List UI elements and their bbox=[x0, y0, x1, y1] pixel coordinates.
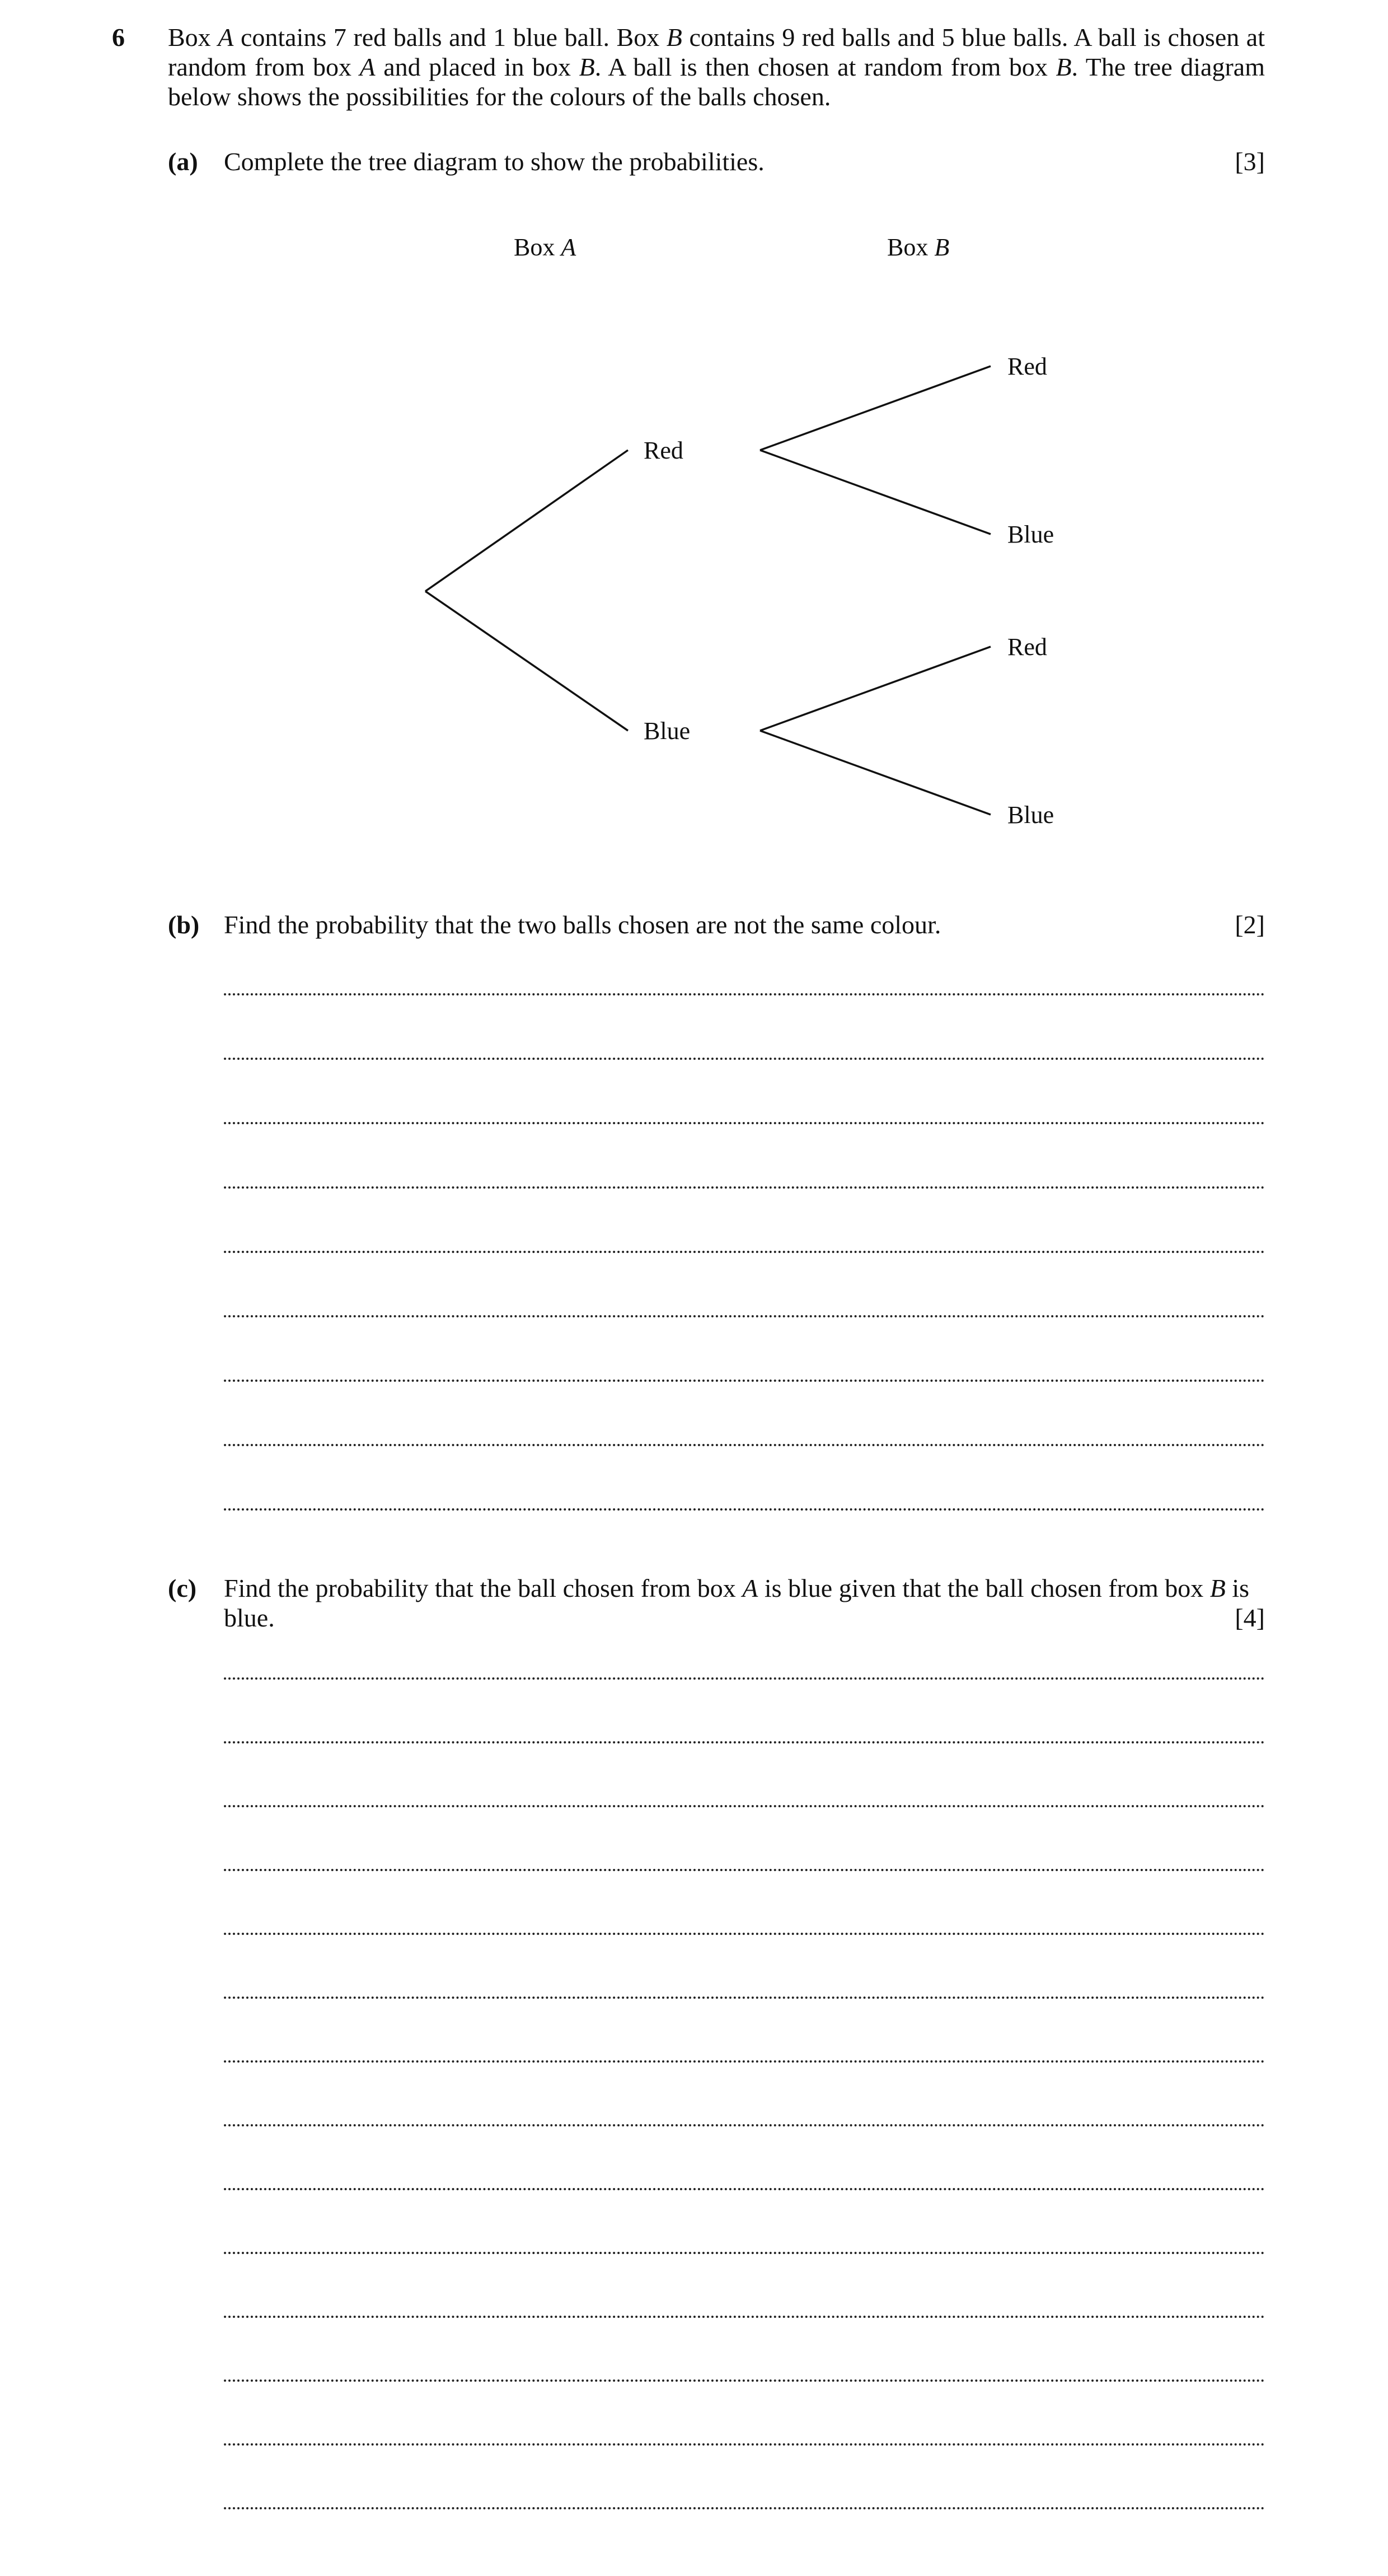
part-c-marks: [4] bbox=[1235, 1603, 1265, 1632]
part-b-label: (b) bbox=[168, 910, 200, 939]
branch-blue-red bbox=[760, 647, 991, 731]
part-a-text: Complete the tree diagram to show the probabilities. bbox=[224, 147, 765, 176]
answer-line[interactable] bbox=[224, 1741, 1265, 1743]
part-b-text: Find the probability that the two balls chosen are not the same colour. bbox=[224, 910, 941, 939]
answer-line[interactable] bbox=[224, 1933, 1265, 1935]
answer-line[interactable] bbox=[224, 2443, 1265, 2446]
node-blue-red: Red bbox=[1007, 633, 1047, 661]
question-number: 6 bbox=[112, 23, 125, 52]
branch-red-red bbox=[760, 366, 991, 450]
answer-line[interactable] bbox=[224, 1677, 1265, 1680]
answer-line[interactable] bbox=[224, 2252, 1265, 2254]
answer-line[interactable] bbox=[224, 1508, 1265, 1511]
answer-line[interactable] bbox=[224, 2379, 1265, 2382]
tree-diagram bbox=[0, 0, 1388, 873]
part-c-text: Find the probability that the ball chosen from box A is blue given that the ball chosen from box B is blue. bbox=[224, 1574, 1250, 1632]
part-c-label: (c) bbox=[168, 1574, 197, 1602]
answer-line[interactable] bbox=[224, 1805, 1265, 1807]
answer-line[interactable] bbox=[224, 1380, 1265, 1382]
node-red-blue: Blue bbox=[1007, 521, 1054, 548]
part-a-marks: [3] bbox=[1235, 147, 1265, 176]
branch-blue-blue bbox=[760, 731, 991, 815]
node-a-blue: Blue bbox=[644, 717, 691, 745]
answer-line[interactable] bbox=[224, 1186, 1265, 1189]
answer-line[interactable] bbox=[224, 993, 1265, 995]
answer-line[interactable] bbox=[224, 2507, 1265, 2509]
answer-line[interactable] bbox=[224, 2060, 1265, 2063]
answer-line[interactable] bbox=[224, 2188, 1265, 2190]
answer-line[interactable] bbox=[224, 1444, 1265, 1446]
node-red-red: Red bbox=[1007, 353, 1047, 380]
answer-line[interactable] bbox=[224, 1315, 1265, 1317]
answer-line[interactable] bbox=[224, 2316, 1265, 2318]
answer-line[interactable] bbox=[224, 1997, 1265, 1999]
part-a-label: (a) bbox=[168, 147, 198, 176]
node-blue-blue: Blue bbox=[1007, 801, 1054, 829]
box-a-header: Box A bbox=[514, 233, 576, 261]
branch-a-red bbox=[425, 450, 628, 591]
answer-line[interactable] bbox=[224, 1058, 1265, 1060]
part-b-marks: [2] bbox=[1235, 910, 1265, 939]
question-stem: Box A contains 7 red balls and 1 blue ball. Box B contains 9 red balls and 5 blue balls. A ball is chosen at random from box A and placed in box B. A ball is then chosen at random from box B. The tree diagram below shows the possibilities for the colours of the balls chosen. bbox=[168, 23, 1265, 111]
answer-line[interactable] bbox=[224, 1251, 1265, 1253]
answer-line[interactable] bbox=[224, 2124, 1265, 2126]
branch-a-blue bbox=[425, 591, 628, 731]
branch-red-blue bbox=[760, 450, 991, 534]
answer-line[interactable] bbox=[224, 1122, 1265, 1124]
node-a-red: Red bbox=[644, 437, 683, 464]
box-b-header: Box B bbox=[887, 233, 950, 261]
answer-line[interactable] bbox=[224, 1869, 1265, 1871]
